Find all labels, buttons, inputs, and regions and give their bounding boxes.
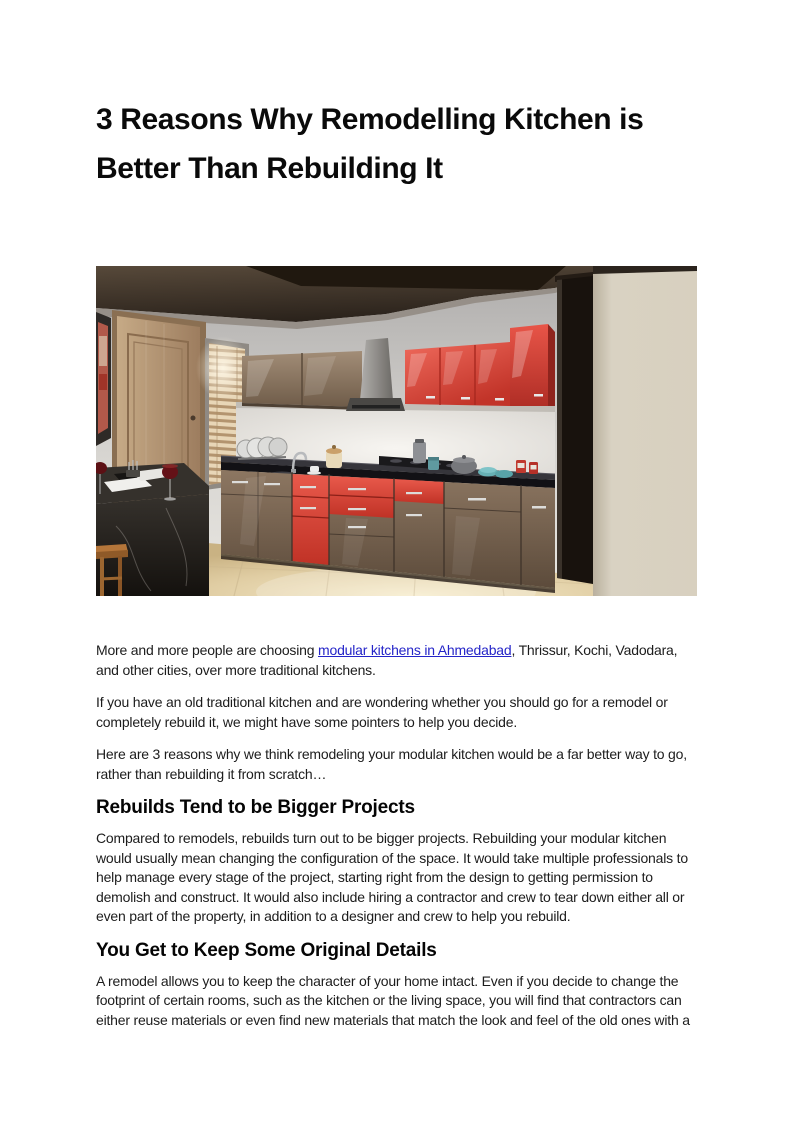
article-body: [96, 641, 697, 1030]
heading-rebuilds-bigger-projects: Rebuilds Tend to be Bigger Projects: [96, 797, 415, 818]
upper-brown-cabinets: [242, 351, 362, 410]
picture-frame: [96, 312, 111, 446]
kettle: [413, 439, 426, 463]
paragraph-rebuilds-detail: Compared to remodels, rebuilds turn out to be bigger projects. Rebuilding your modular kitchen would usually mean changing the configuration of the space. It would take multiple professionals to help manage every stage of the project, starting right from the design to getting permission to demolish and construct. It would also include hiring a contractor and crew to tear down either all or even part of the property, in addition to a designer and crew to help you rebuild.: [96, 830, 688, 924]
paragraph-pointers: If you have an old traditional kitchen and are wondering whether you should go for a remodel or completely rebuild it, we might have some pointers to help you decide.: [96, 694, 668, 730]
paragraph-intro: [96, 641, 697, 680]
breakfast-bar: [96, 460, 209, 596]
heading-keep-original-details: You Get to Keep Some Original Details: [96, 939, 437, 961]
paragraph-reasons: Here are 3 reasons why we think remodeling your modular kitchen would be a far better way to go, rather than rebuilding it from scratch…: [96, 746, 687, 782]
cup: [310, 466, 319, 472]
dish-rack: [237, 437, 287, 459]
foreground-wall: [593, 266, 697, 596]
kitchen-photo: [96, 266, 697, 596]
doorway: [555, 272, 593, 584]
kitchen-render-image: [96, 266, 697, 596]
paragraph-text: , Thrissur, Kochi, Vadodara, and other cities, over more traditional kitchens.: [96, 642, 678, 678]
paragraph-text: More and more people are choosing: [96, 642, 319, 658]
paragraph-remodel-detail: A remodel allows you to keep the character of your home intact. Even if you decide to change the footprint of certain rooms, such as the kitchen or the living space, you will find that contractors can either reuse materials or even find new materials that match the look and feel of the old ones with a: [96, 972, 690, 1028]
modular-kitchens-link[interactable]: modular kitchens in Ahmedabad: [318, 642, 512, 658]
page-title: 3 Reasons Why Remodelling Kitchen is Better Than Rebuilding It: [96, 103, 644, 185]
